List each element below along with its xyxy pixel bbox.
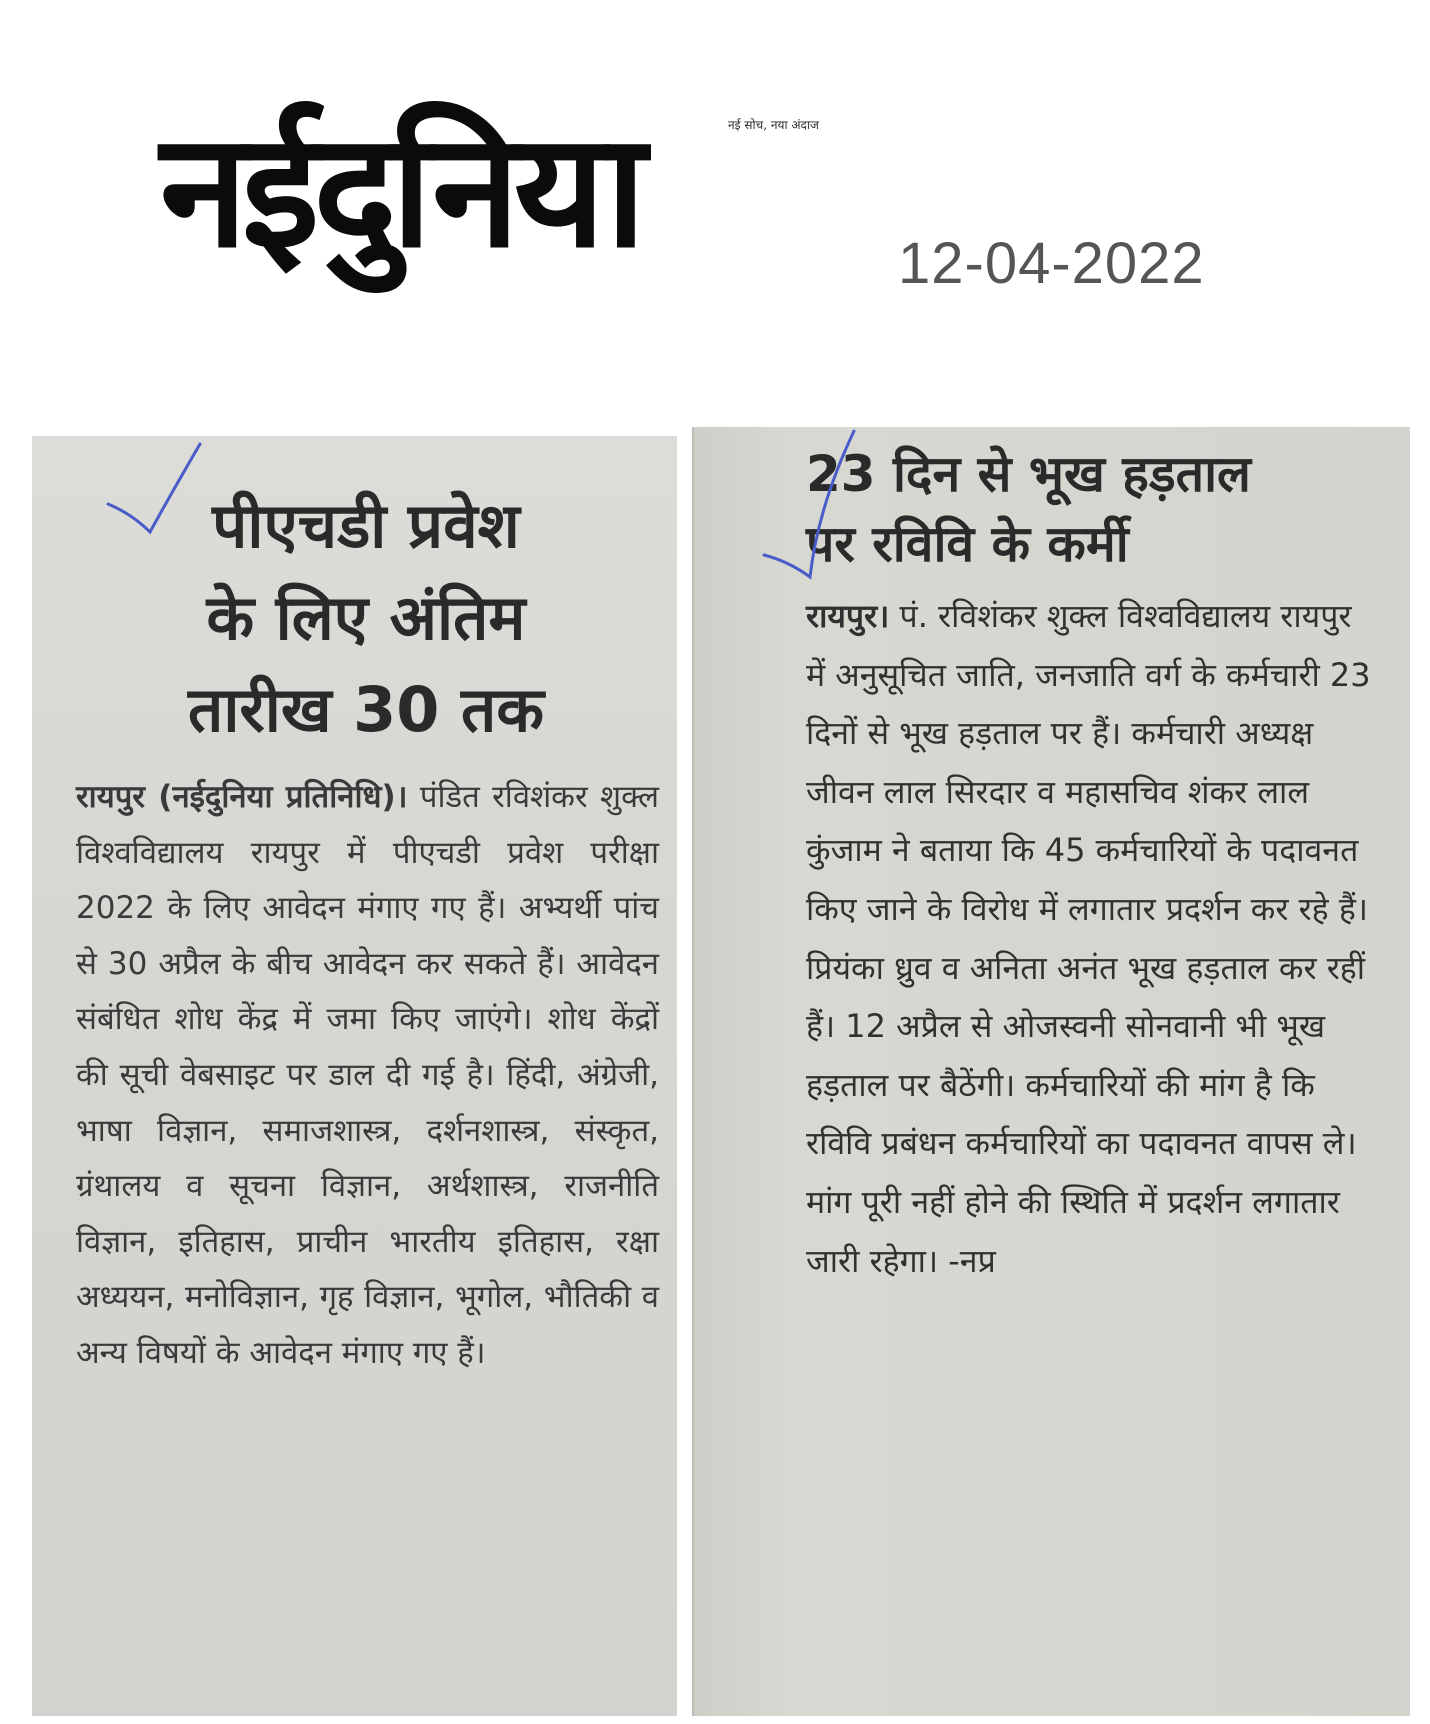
headline-line: तारीख 30 तक — [188, 673, 544, 746]
newspaper-tagline: नई सोच, नया अंदाज — [728, 118, 819, 132]
article-body — [806, 587, 1380, 1290]
news-clipping-hunger-strike — [692, 427, 1410, 1716]
newspaper-masthead — [160, 99, 820, 352]
headline-line: पर रविवि के कर्मी — [806, 515, 1129, 573]
headline-line: के लिए अंतिम — [206, 581, 526, 654]
article-dateline: रायपुर (नईदुनिया प्रतिनिधि)। — [76, 779, 408, 815]
headline-line: पीएचडी प्रवेश — [212, 489, 520, 562]
article-dateline: रायपुर। — [806, 597, 890, 635]
news-clipping-phd-admission — [32, 436, 677, 1716]
publication-date: 12-04-2022 — [898, 231, 1205, 296]
article-text: पं. रविशंकर शुक्ल विश्वविद्यालय रायपुर में अनुसूचित जाति, जनजाति वर्ग के कर्मचारी 23 दिनों से भूख हड़ताल पर हैं। कर्मचारी अध्यक्ष जीवन लाल सिरदार व महासचिव शंकर लाल कुंजाम ने बताया कि 45 कर्मचारियों के पदावनत किए जाने के विरोध में लगातार प्रदर्शन कर रहे हैं। प्रियंका ध्रुव व अनिता अनंत भूख हड़ताल कर रहीं हैं। 12 अप्रैल से ओजस्वनी सोनवानी भी भूख हड़ताल पर बैठेंगी। कर्मचारियों की मांग है कि रविवि प्रबंधन कर्मचारियों का पदावनत वापस ले। मांग पूरी नहीं होने की स्थिति में प्रदर्शन लगातार जारी रहेगा। -नप्र — [806, 597, 1371, 1280]
headline-line: 23 दिन से भूख हड़ताल — [806, 445, 1251, 503]
article-body — [76, 770, 659, 1382]
article-headline — [106, 480, 626, 756]
article-headline — [806, 439, 1380, 579]
newspaper-logo: नईदुनिया — [160, 99, 641, 283]
article-text: पंडित रविशंकर शुक्ल विश्वविद्यालय रायपुर में पीएचडी प्रवेश परीक्षा 2022 के लिए आवेदन मंगाए गए हैं। अभ्यर्थी पांच से 30 अप्रैल के बीच आवेदन कर सकते हैं। आवेदन संबंधित शोध केंद्र में जमा किए जाएंगे। शोध केंद्रों की सूची वेबसाइट पर डाल दी गई है। हिंदी, अंग्रेजी, भाषा विज्ञान, समाजशास्त्र, दर्शनशास्त्र, संस्कृत, ग्रंथालय व सूचना विज्ञान, अर्थशास्त्र, राजनीति विज्ञान, इतिहास, प्राचीन भारतीय इतिहास, रक्षा अध्ययन, मनोविज्ञान, गृह विज्ञान, भूगोल, भौतिकी व अन्य विषयों के आवेदन मंगाए गए हैं। — [76, 779, 659, 1371]
